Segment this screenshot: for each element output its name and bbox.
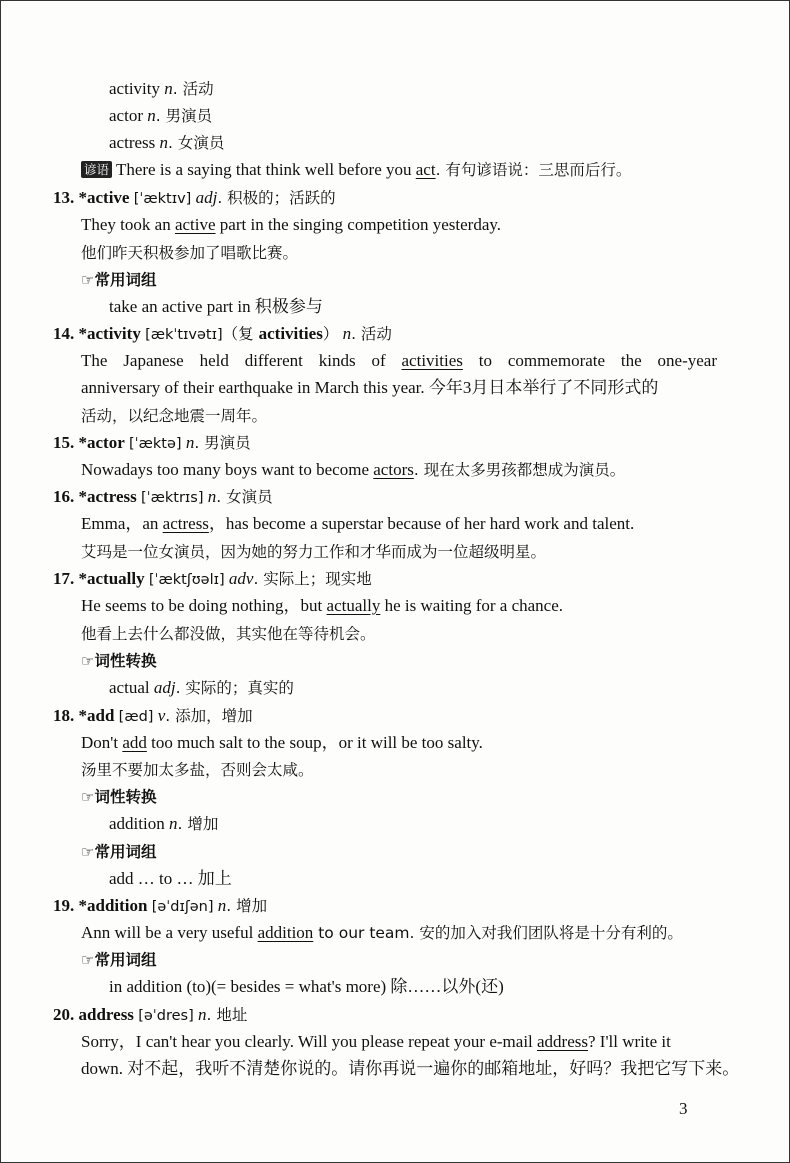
entry-heading: 15. *actor [ˈæktə] n. 男演员 bbox=[53, 433, 251, 452]
subhead-line: ☞词性转换 bbox=[81, 652, 157, 670]
phrase-line: take an active part in 积极参与 bbox=[109, 297, 323, 316]
pointing-hand-icon: ☞ bbox=[81, 271, 95, 289]
phrase-line: add … to … 加上 bbox=[109, 869, 232, 888]
example-translation: 他看上去什么都没做，其实他在等待机会。 bbox=[81, 625, 376, 643]
example-sentence: Sorry，I can't hear you clearly. Will you please repeat your e-mail address? I'll write it bbox=[81, 1032, 671, 1051]
example-sentence: Don't add too much salt to the soup，or it will be too salty. bbox=[81, 733, 483, 752]
example-sentence: 活动，以纪念地震一周年。 bbox=[81, 407, 268, 425]
entry-heading: 20. address [əˈdres] n. 地址 bbox=[53, 1005, 248, 1024]
derived-word-line: activity n. 活动 bbox=[109, 79, 214, 98]
example-sentence: They took an active part in the singing competition yesterday. bbox=[81, 215, 502, 234]
pointing-hand-icon: ☞ bbox=[81, 951, 95, 969]
subhead-line: ☞词性转换 bbox=[81, 788, 157, 806]
pointing-hand-icon: ☞ bbox=[81, 788, 95, 806]
entry-heading: 13. *active [ˈæktɪv] adj. 积极的；活跃的 bbox=[53, 188, 336, 207]
pointing-hand-icon: ☞ bbox=[81, 652, 95, 670]
derived-word-line: actor n. 男演员 bbox=[109, 106, 213, 125]
pointing-hand-icon: ☞ bbox=[81, 843, 95, 861]
conversion-line: actual adj. 实际的；真实的 bbox=[109, 678, 294, 697]
proverb-line: 谚语 There is a saying that think well before you act. 有句谚语说：三思而后行。 bbox=[81, 160, 631, 180]
subhead-line: ☞常用词组 bbox=[81, 271, 157, 289]
entry-heading: 14. *activity [ækˈtɪvətɪ]（复 activities） n. 活动 bbox=[53, 324, 392, 343]
entry-heading: 19. *addition [əˈdɪʃən] n. 增加 bbox=[53, 896, 268, 915]
proverb-badge: 谚语 bbox=[81, 161, 112, 178]
example-sentence: Nowadays too many boys want to become actors. 现在太多男孩都想成为演员。 bbox=[81, 460, 626, 479]
example-sentence: anniversary of their earthquake in March this year. 今年3月日本举行了不同形式的 bbox=[81, 378, 659, 397]
entry-heading: 17. *actually [ˈæktʃʊəlɪ] adv. 实际上；现实地 bbox=[53, 569, 372, 588]
example-translation: 汤里不要加太多盐，否则会太咸。 bbox=[81, 761, 314, 779]
phrase-line: in addition (to)(= besides = what's more) 除……以外(还) bbox=[109, 977, 504, 996]
derived-word-line: actress n. 女演员 bbox=[109, 133, 225, 152]
example-translation: 他们昨天积极参加了唱歌比赛。 bbox=[81, 244, 299, 262]
conversion-line: addition n. 增加 bbox=[109, 814, 219, 833]
subhead-line: ☞常用词组 bbox=[81, 951, 157, 969]
entry-heading: 18. *add [æd] v. 添加，增加 bbox=[53, 706, 253, 725]
subhead-line: ☞常用词组 bbox=[81, 843, 157, 861]
page-number: 3 bbox=[679, 1099, 688, 1118]
entry-heading: 16. *actress [ˈæktrɪs] n. 女演员 bbox=[53, 487, 273, 506]
example-sentence: down. 对不起，我听不清楚你说的。请你再说一遍你的邮箱地址，好吗？我把它写下来。 bbox=[81, 1059, 740, 1078]
example-sentence: The Japanese held different kinds of activities to commemorate the one-year bbox=[81, 351, 718, 370]
example-sentence: He seems to be doing nothing，but actually he is waiting for a chance. bbox=[81, 596, 564, 615]
example-sentence: Emma，an actress，has become a superstar because of her hard work and talent. bbox=[81, 514, 635, 533]
example-translation: 艾玛是一位女演员，因为她的努力工作和才华而成为一位超级明星。 bbox=[81, 543, 547, 561]
example-sentence: Ann will be a very useful addition to our team. 安的加入对我们团队将是十分有利的。 bbox=[81, 923, 683, 942]
